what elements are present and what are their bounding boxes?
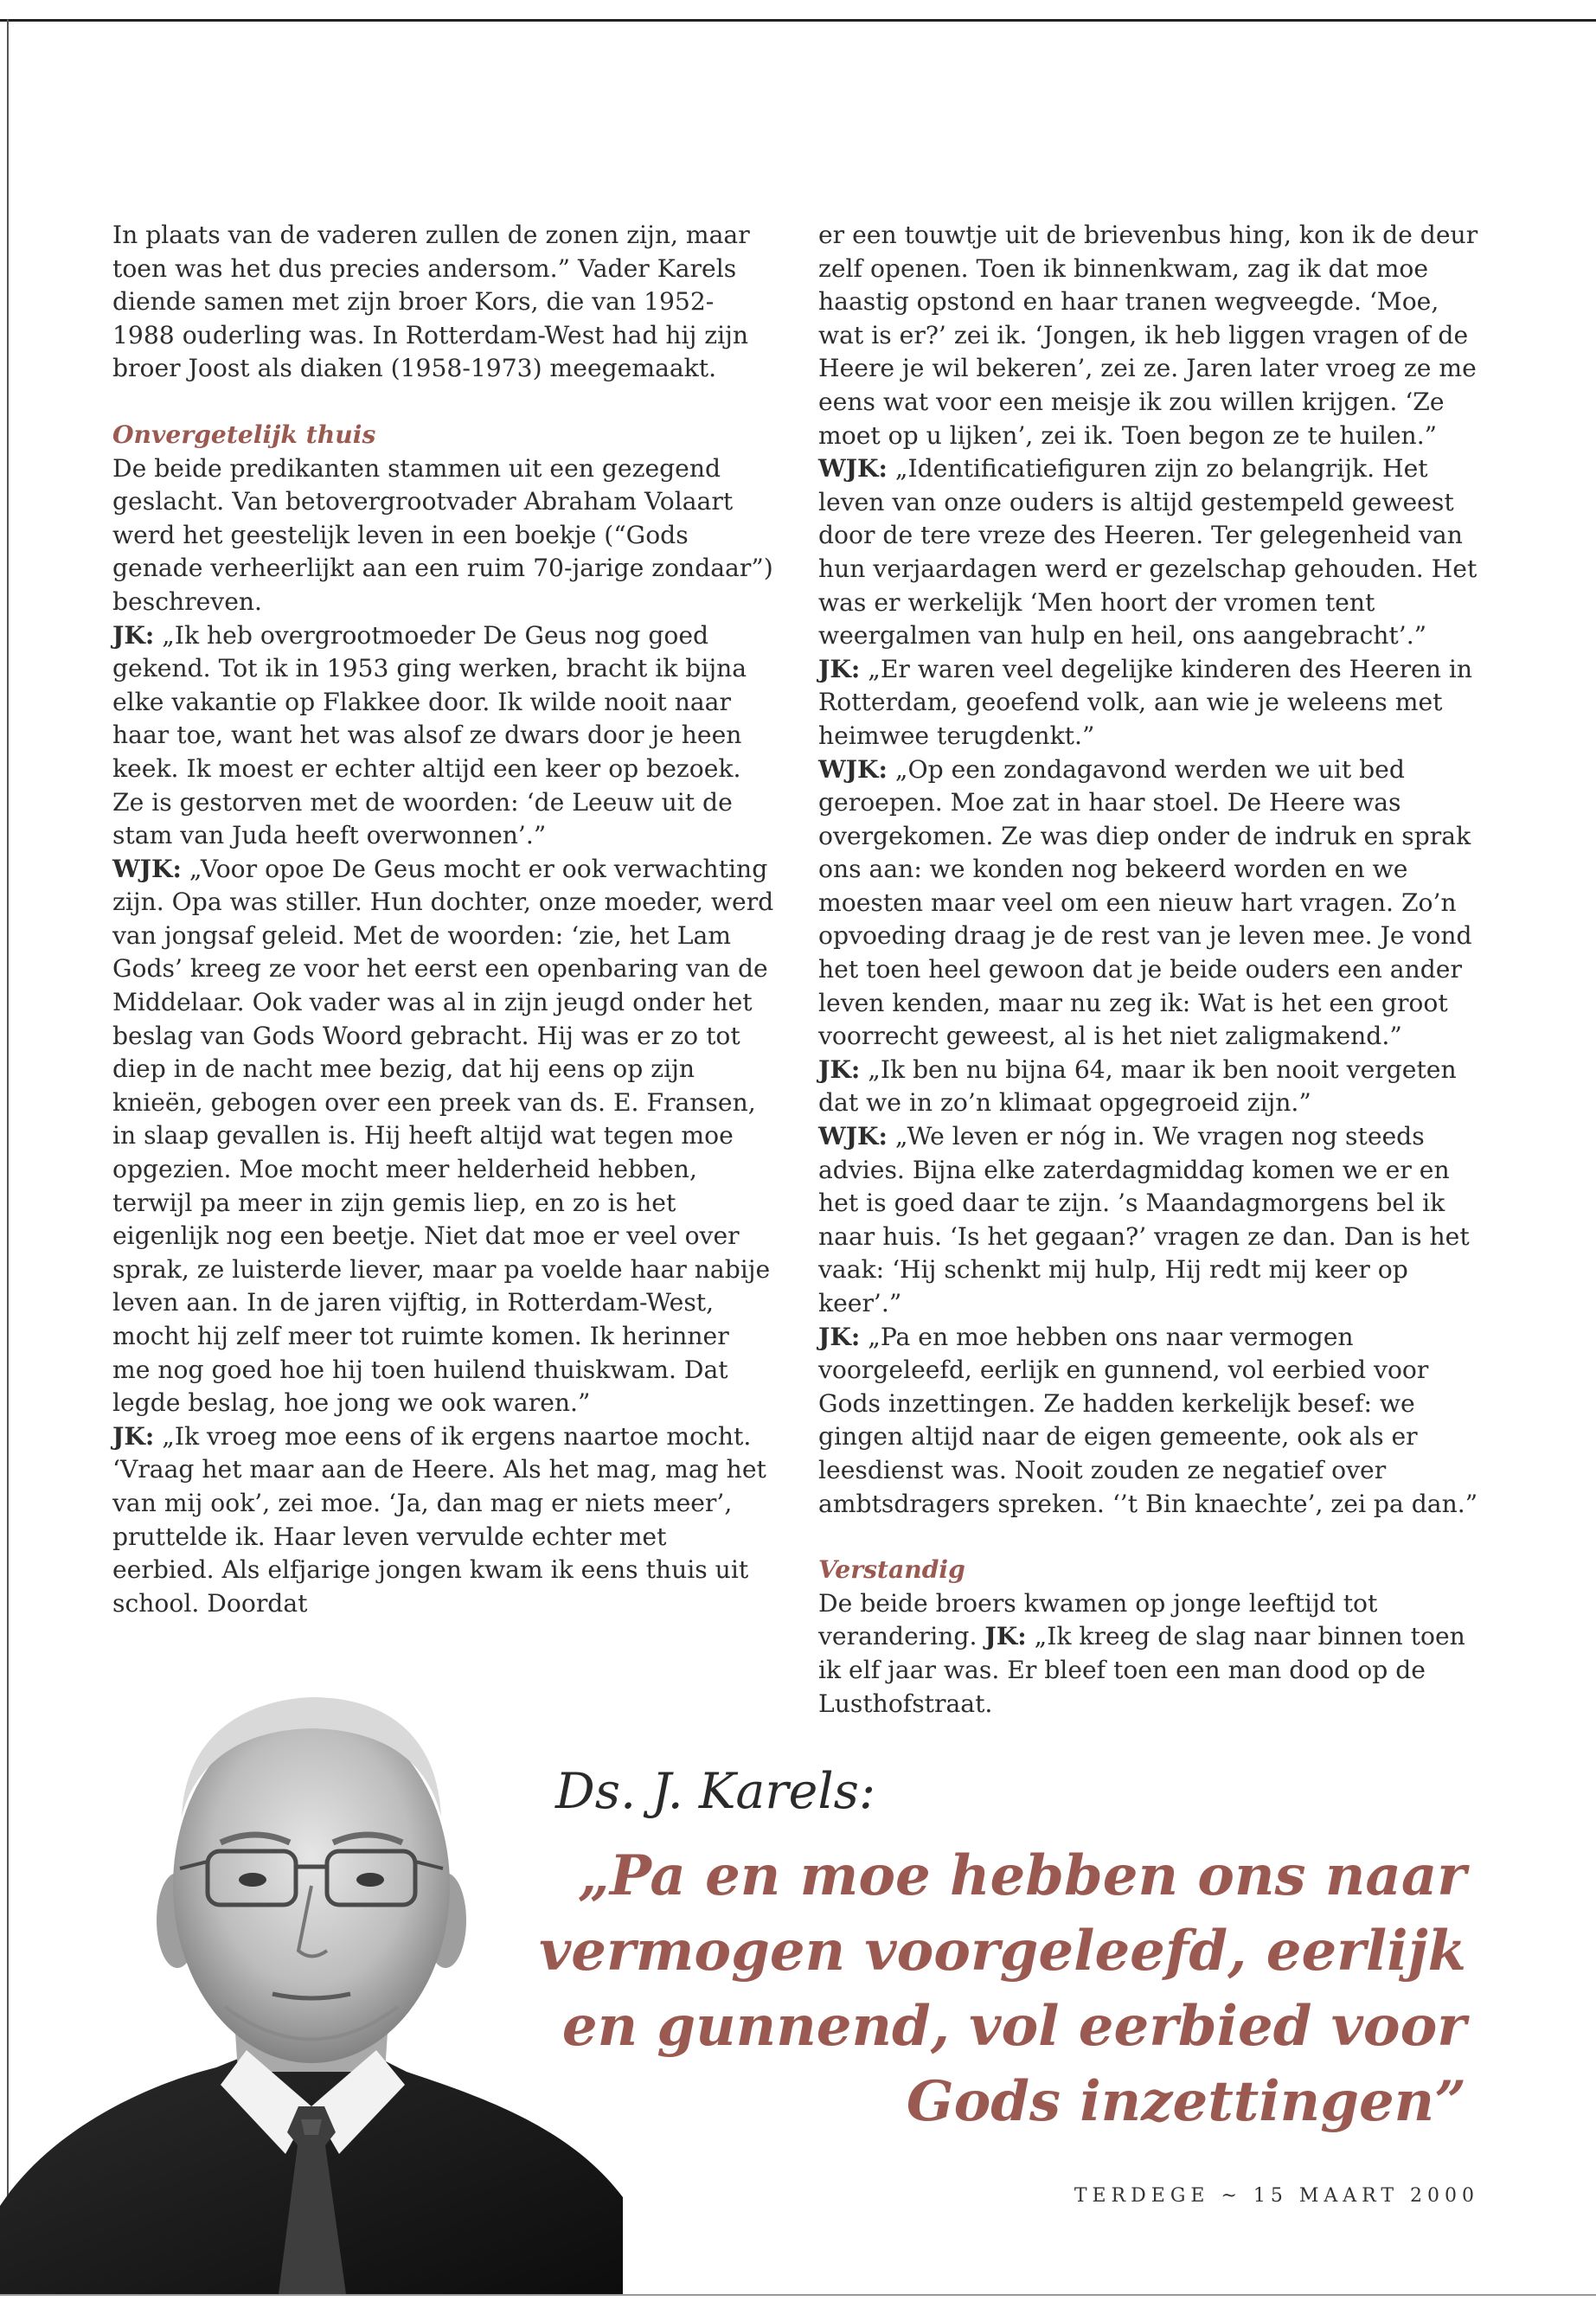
speaker-label: JK: bbox=[984, 1622, 1027, 1651]
section-heading-verstandig: Verstandig bbox=[818, 1555, 965, 1585]
paragraph-text: „Op een zondagavond werden we uit bed geroepen. Moe zat in haar stoel. De Heere was overgekomen. Ze was diep onder de indruk en sprak ons aan: we konden nog bekeerd worden en we moesten maar veel om een nieuw hart vragen. Zo’n opvoeding draag je de rest van je leven mee. Je vond het toen heel gewoon dat je beide ouders een ander leven kenden, maar nu zeg ik: Wat is het een groot voorrecht geweest, al is het niet zaligmakend.” bbox=[818, 754, 1472, 1051]
paragraph-text: „Er waren veel degelijke kinderen des Heeren in Rotterdam, geoefend volk, aan wie je weleens met heimwee terugdenkt.” bbox=[818, 654, 1473, 750]
paragraph-text: „Identificatiefiguren zijn zo belangrijk. Het leven van onze ouders is altijd gestempeld geweest door de tere vreze des Heeren. Ter gelegenheid van hun verjaardagen werd er gezelschap gehouden. Het was er werkelijk ‘Men hoort der vromen tent weergalmen van hulp en heil, ons aangebracht’.” bbox=[818, 454, 1477, 651]
paragraph: er een touwtje uit de brievenbus hing, kon ik de deur zelf openen. Toen ik binnenkwam, zag ik dat moe haastig opstond en haar tranen wegveegde. ‘Moe, wat is er?’ zei ik. ‘Jongen, ik heb liggen vragen of de Heere je wil bekeren’, zei ze. Jaren later vroeg ze me eens wat voor een meisje ik zou willen krijgen. ‘Ze moet op u lijken’, zei ik. Toen begon ze te huilen.” bbox=[818, 221, 1478, 450]
left-column bbox=[112, 219, 774, 1620]
top-rule bbox=[0, 19, 1596, 22]
paragraph-text: De beide broers kwamen op jonge leeftijd tot verandering. bbox=[818, 1588, 1378, 1651]
paragraph-text: „Ik heb overgrootmoeder De Geus nog goed gekend. Tot ik in 1953 ging werken, bracht ik bijna elke vakantie op Flakkee door. Ik wilde nooit naar haar toe, want het was alsof ze dwars door je heen keek. Ik moest er echter altijd een keer op bezoek. Ze is gestorven met de woorden: ‘de Leeuw uit de stam van Juda heeft overwonnen’.” bbox=[112, 620, 747, 850]
paragraph-text: „Ik vroeg moe eens of ik ergens naartoe mocht. ‘Vraag het maar aan de Heere. Als het mag, mag het van mij ook’, zei moe. ‘Ja, dan mag er niets meer’, pruttelde ik. Haar leven vervulde echter met eerbied. Als elfjarige jongen kwam ik eens thuis uit school. Doordat bbox=[112, 1421, 766, 1618]
speaker-label: JK: bbox=[818, 1054, 861, 1084]
pull-quote: „Pa en moe hebben ons naar vermogen voorgeleefd, eerlijk en gunnend, vol eerbied voor Gods inzettingen” bbox=[539, 1843, 1466, 2134]
page-footer: TERDEGE ~ 15 MAART 2000 bbox=[1074, 2185, 1479, 2207]
speaker-label: JK: bbox=[112, 1421, 155, 1451]
paragraph bbox=[112, 853, 774, 1420]
paragraph-text: „Ik ben nu bijna 64, maar ik ben nooit vergeten dat we in zo’n klimaat opgegroeid zijn.” bbox=[818, 1054, 1457, 1118]
paragraph bbox=[112, 619, 774, 853]
bottom-rule bbox=[0, 2294, 1596, 2296]
speaker-label: WJK: bbox=[818, 454, 888, 484]
speaker-label: WJK: bbox=[818, 754, 888, 784]
paragraph-text: „Ik kreeg de slag naar binnen toen ik elf jaar was. Er bleef toen een man dood op de Lusthofstraat. bbox=[818, 1622, 1465, 1718]
paragraph bbox=[818, 1321, 1480, 1522]
speaker-label: JK: bbox=[112, 620, 155, 650]
paragraph bbox=[112, 1420, 774, 1621]
paragraph bbox=[818, 653, 1480, 753]
speaker-label: JK: bbox=[818, 1322, 861, 1351]
paragraph bbox=[818, 1120, 1480, 1321]
speaker-label: WJK: bbox=[112, 854, 182, 883]
paragraph-text: „We leven er nóg in. We vragen nog steeds advies. Bijna elke zaterdagmiddag komen we er en het is goed daar te zijn. ’s Maandagmorgens bel ik naar huis. ‘Is het gegaan?’ vragen ze dan. Dan is het vaak: ‘Hij schenkt mij hulp, Hij redt mij keer op keer’.” bbox=[818, 1122, 1470, 1317]
paragraph bbox=[818, 753, 1480, 1054]
paragraph bbox=[818, 1587, 1480, 1721]
quote-attribution: Ds. J. Karels: bbox=[555, 1763, 876, 1820]
paragraph bbox=[818, 1054, 1480, 1120]
speaker-label: JK: bbox=[818, 654, 861, 683]
paragraph bbox=[818, 452, 1480, 653]
paragraph-text: „Pa en moe hebben ons naar vermogen voorgeleefd, eerlijk en gunnend, vol eerbied voor Gods inzettingen. Ze hadden kerkelijk besef: we gingen altijd naar de eigen gemeente, ook als er leesdienst was. Nooit zouden ze negatief over ambtsdragers spreken. ‘’t Bin knaechte’, zei pa dan.” bbox=[818, 1322, 1478, 1518]
speaker-label: WJK: bbox=[818, 1122, 888, 1151]
paragraph: De beide predikanten stammen uit een gezegend geslacht. Van betovergrootvader Abraham Volaart werd het geestelijk leven in een boekje (“Gods genade verheerlijkt aan een ruim 70-jarige zondaar”) beschreven. bbox=[112, 453, 773, 616]
right-column bbox=[818, 219, 1480, 1721]
section-heading-onvergetelijk-thuis: Onvergetelijk thuis bbox=[112, 420, 376, 449]
intro-paragraph: In plaats van de vaderen zullen de zonen zijn, maar toen was het dus precies andersom.” Vader Karels diende samen met zijn broer Kors, die van 1952-1988 ouderling was. In Rotterdam-West had hij zijn broer Joost als diaken (1958-1973) meegemaakt. bbox=[112, 221, 750, 383]
paragraph-text: „Voor opoe De Geus mocht er ook verwachting zijn. Opa was stiller. Hun dochter, onze moeder, werd van jongsaf geleid. Met de woorden: ‘zie, het Lam Gods’ kreeg ze voor het eerst een openbaring van de Middelaar. Ook vader was al in zijn jeugd onder het beslag van Gods Woord gebracht. Hij was er zo tot diep in de nacht mee bezig, dat hij eens op zijn knieën, gebogen over een preek van ds. E. Fransen, in slaap gevallen is. Hij heeft altijd wat tegen moe opgezien. Moe mocht meer helderheid hebben, terwijl pa meer in zijn gemis liep, en zo is het eigenlijk nog een beetje. Niet dat moe er veel over sprak, ze luisterde liever, maar pa voelde haar nabije leven aan. In de jaren vijftig, in Rotterdam-West, mocht hij zelf meer tot ruimte komen. Ik herinner me nog goed hoe hij toen huilend thuiskwam. Dat legde beslag, hoe jong we ook waren.” bbox=[112, 854, 774, 1418]
